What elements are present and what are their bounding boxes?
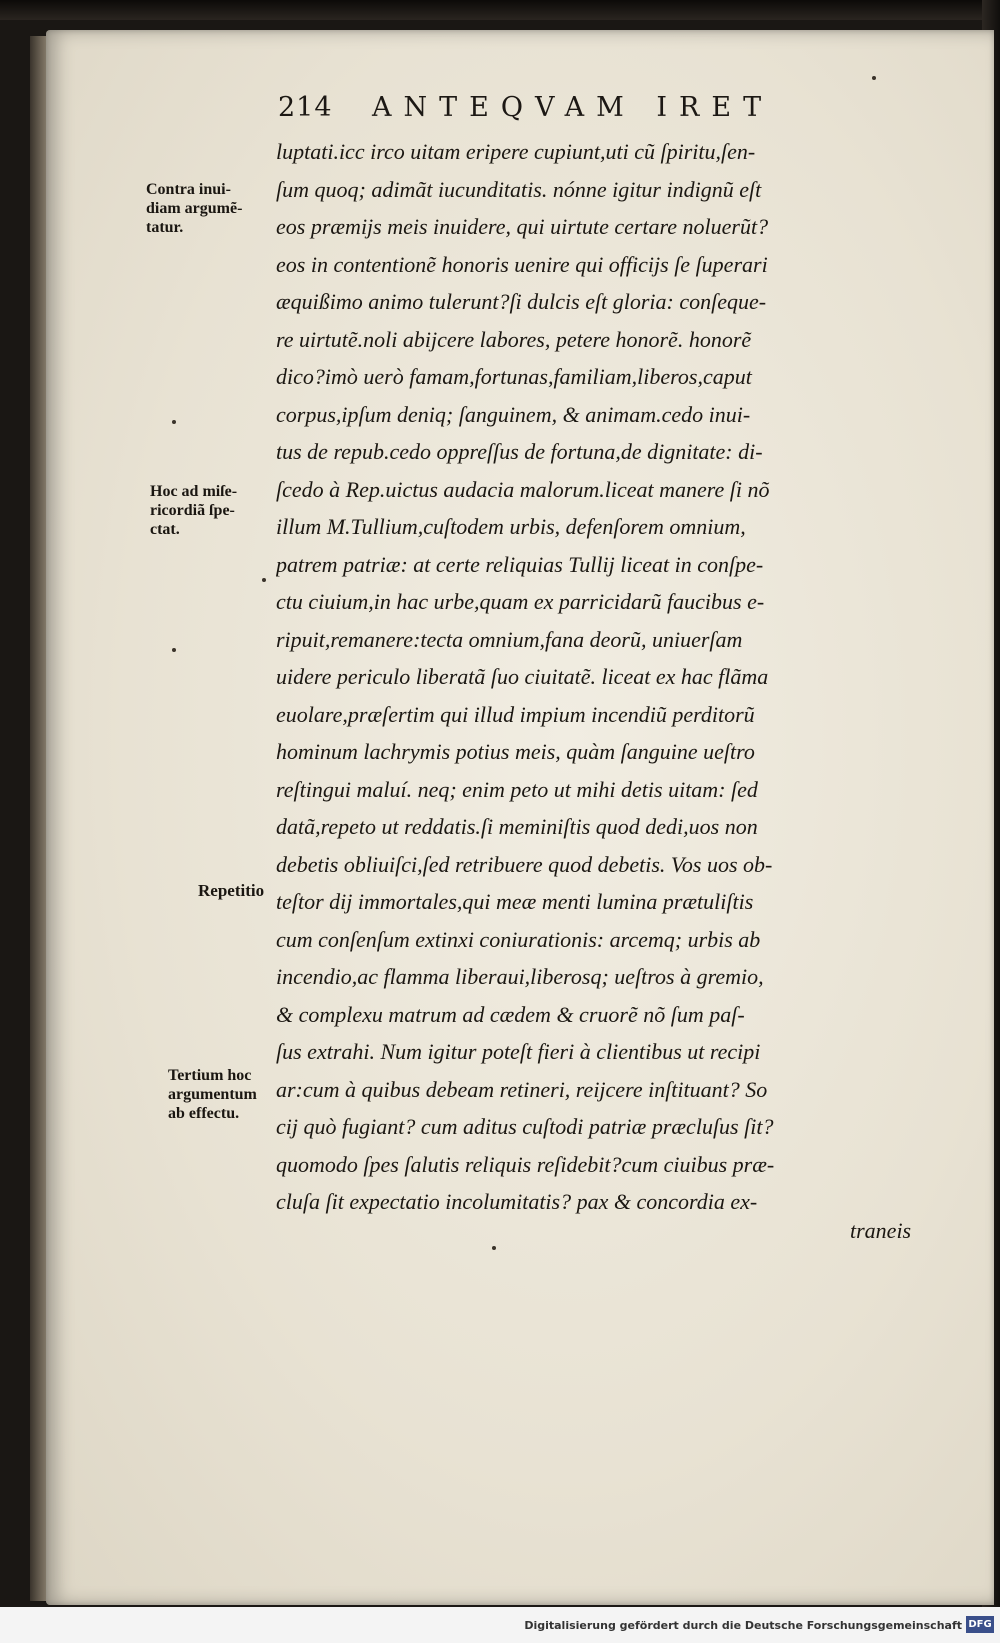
text-line: cij quò fugiant? cum aditus cuſtodi patriæ præcluſus ſit?: [276, 1114, 774, 1139]
catchword: traneis: [850, 1218, 912, 1243]
text-line: uidere periculo liberatã ſuo ciuitatẽ. liceat ex hac flãma: [276, 664, 769, 689]
text-line: cum conſenſum extinxi coniurationis: arcemq; urbis ab: [276, 926, 761, 952]
footer-credit: Digitalisierung gefördert durch die Deutsche Forschungsgemeinschaft: [524, 1619, 962, 1632]
text-line: ar:cum à quibus debeam retineri, reijcere inſtituant? So: [276, 1076, 768, 1102]
ink-speck: [492, 1246, 496, 1250]
marginal-note-line: ctat.: [150, 521, 180, 538]
text-line: luptati.icc irco uitam eripere cupiunt,uti cũ ſpiritu,ſen-: [276, 139, 756, 164]
book-spine-shadow: [0, 0, 1000, 20]
text-line: ſus extrahi. Num igitur poteſt fieri à clientibus ut recipi: [276, 1039, 761, 1064]
text-line: euolare,præſertim qui illud impium incendiũ perditorũ: [276, 701, 755, 727]
text-line: cluſa ſit expectatio incolumitatis? pax & concordia ex-: [276, 1189, 758, 1214]
text-line: hominum lachrymis potius meis, quàm ſanguine ueſtro: [276, 739, 755, 764]
text-line: ctu ciuium,in hac urbe,quam ex parricidarũ faucibus e-: [276, 589, 765, 614]
text-line: æquißimo animo tulerunt?ſi dulcis eſt gloria: conſeque-: [276, 289, 767, 314]
digitization-footer: [0, 1607, 1000, 1643]
ink-speck: [172, 648, 176, 652]
text-line: re uirtutẽ.noli abijcere labores, petere honorẽ. honorẽ: [276, 326, 752, 352]
text-line: quomodo ſpes ſalutis reliquis reſidebit?cum ciuibus præ-: [276, 1151, 775, 1177]
text-line: incendio,ac flamma liberaui,liberosq; ueſtros à gremio,: [276, 964, 764, 989]
marginal-note-line: diam argumẽ-: [146, 200, 243, 217]
page-number: 214: [278, 92, 333, 123]
ink-speck: [172, 420, 176, 424]
text-line: teſtor dij immortales,qui meæ menti lumina prætuliſtis: [276, 889, 754, 914]
marginal-note-repetitio: [198, 881, 264, 900]
page-header: [278, 92, 858, 132]
main-text-block: [276, 133, 966, 1221]
marginal-note-line: Tertium hoc: [168, 1067, 252, 1084]
running-head: ANTEQVAM IRET: [372, 92, 774, 123]
text-line: ſcedo à Rep.uictus audacia malorum.liceat manere ſi nõ: [276, 476, 770, 502]
marginal-note-line: Hoc ad miſe-: [150, 483, 238, 500]
text-line: tus de repub.cedo oppreſſus de fortuna,de dignitate: di-: [276, 439, 763, 464]
dfg-logo: DFG: [966, 1616, 994, 1633]
text-line: eos in contentionẽ honoris uenire qui officijs ſe ſuperari: [276, 251, 768, 277]
text-line: corpus,ipſum deniq; ſanguinem, & animam.cedo inui-: [276, 401, 751, 427]
text-line: patrem patriæ: at certe reliquias Tullij liceat in conſpe-: [276, 551, 764, 577]
marginal-note-line: ricordiã ſpe-: [150, 502, 235, 519]
marginal-note-line: Repetitio: [198, 881, 265, 900]
text-line: dico?imò uerò famam,fortunas,familiam,liberos,caput: [276, 364, 752, 389]
marginal-note-tertium-argumentum: [168, 1066, 257, 1123]
marginal-note-misericordiam: [150, 482, 237, 539]
text-line: illum M.Tullium,cuſtodem urbis, defenſorem omnium,: [276, 514, 746, 539]
ink-speck: [872, 76, 876, 80]
text-line: & complexu matrum ad cædem & cruorẽ nõ ſum paſ-: [276, 1001, 745, 1027]
text-line: ſum quoq; adimãt iucunditatis. nónne igitur indignũ eſt: [276, 176, 762, 202]
marginal-note-line: argumentum: [168, 1086, 257, 1103]
text-line: datã,repeto ut reddatis.ſi meminiſtis quod dedi,uos non: [276, 814, 758, 839]
marginal-note-line: Contra inui-: [146, 181, 231, 198]
marginal-note-line: ab effectu.: [168, 1105, 240, 1122]
ink-speck: [262, 578, 266, 582]
text-line: ripuit,remanere:tecta omnium,fana deorũ, uniuerſam: [276, 626, 743, 652]
marginal-note-contra-inuidiam: [146, 180, 242, 237]
marginal-note-line: tatur.: [146, 219, 184, 236]
text-line: debetis obliuiſci,ſed retribuere quod debetis. Vos uos ob-: [276, 851, 773, 877]
text-line: reſtingui maluí. neq; enim peto ut mihi detis uitam: ſed: [276, 776, 758, 802]
text-line: eos præmijs meis inuidere, qui uirtute certare noluerũt?: [276, 214, 769, 239]
